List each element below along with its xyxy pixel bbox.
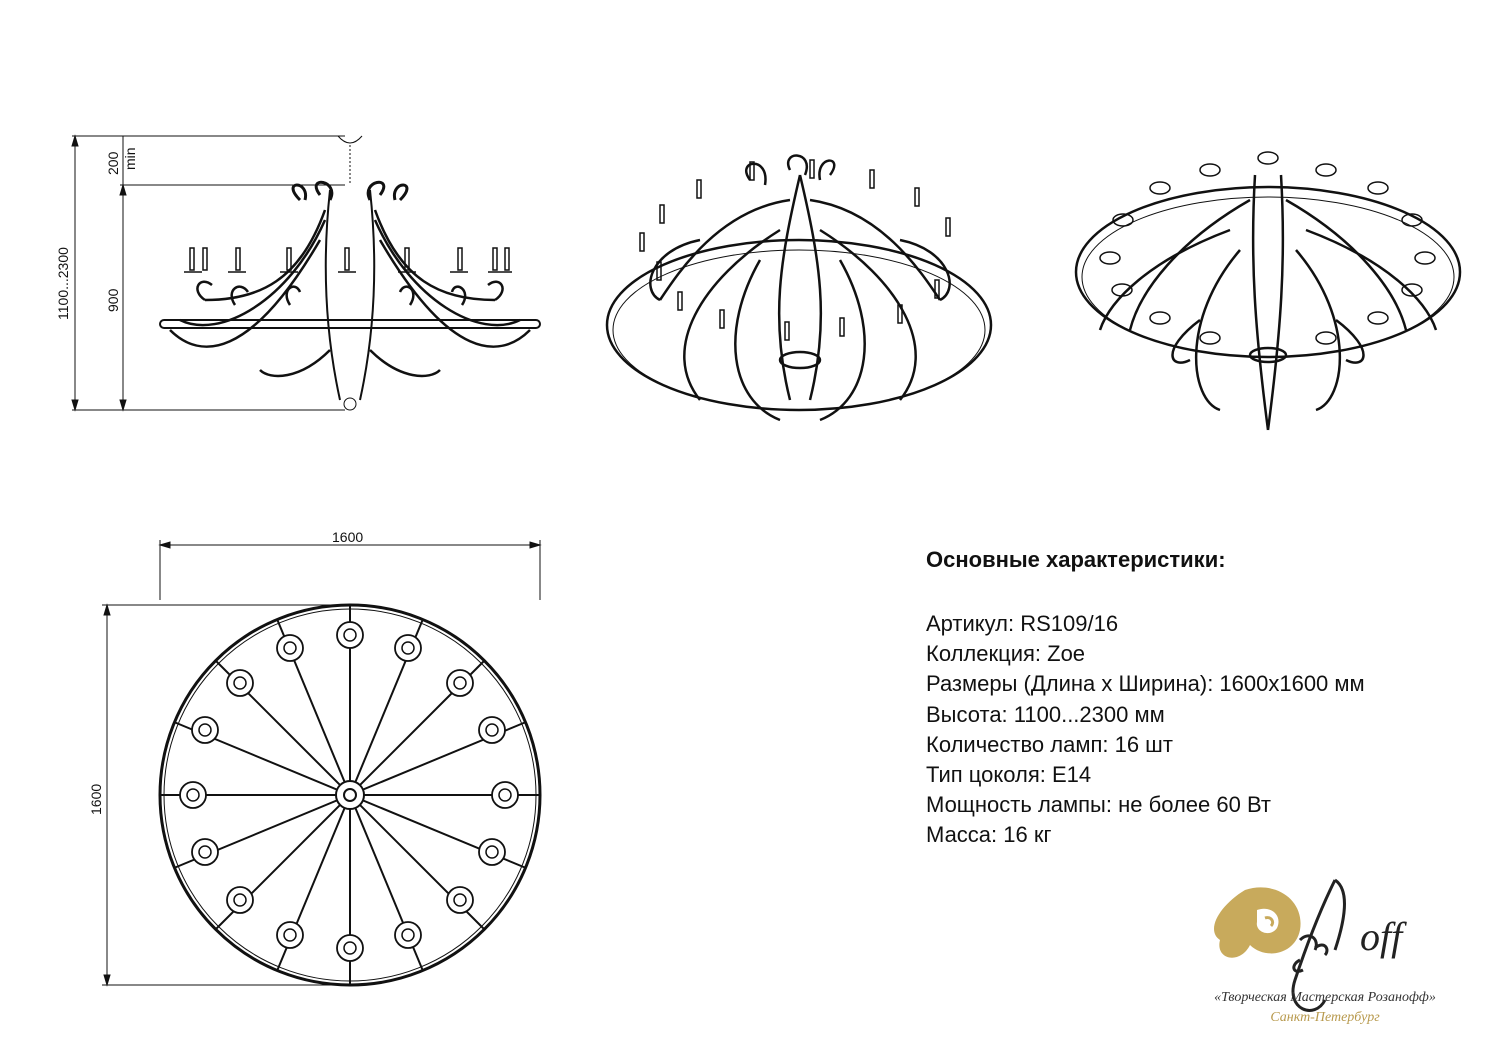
- spec-mass: Масса: 16 кг: [926, 822, 1052, 848]
- brand-city: Санкт-Петербург: [1270, 1010, 1380, 1025]
- top-depth-label: 1600: [88, 783, 104, 815]
- specs-panel: [926, 545, 1466, 851]
- spec-dimensions: Размеры (Длина х Ширина): 1600х1600 мм: [926, 671, 1365, 697]
- chain-height-label: 200: [105, 151, 121, 175]
- front-dim-labels: [55, 147, 138, 320]
- iso-view-2: [1076, 152, 1460, 430]
- spec-lamp-count: Количество ламп: 16 шт: [926, 731, 1173, 757]
- top-view: [102, 540, 540, 985]
- spec-collection: Коллекция: Zoe: [926, 641, 1086, 667]
- iso-view-1: [607, 156, 991, 420]
- total-height-label: 1100...2300: [55, 247, 71, 320]
- chain-min-label: min: [122, 147, 138, 170]
- spec-socket-type: Тип цоколя: E14: [926, 762, 1092, 788]
- specs-title: Основные характеристики:: [926, 547, 1226, 572]
- spec-article: Артикул: RS109/16: [926, 611, 1119, 636]
- spec-height: Высота: 1100...2300 мм: [926, 701, 1165, 727]
- logo-text: off: [1360, 914, 1403, 959]
- top-width-label: 1600: [332, 529, 364, 545]
- rose-icon: [1214, 887, 1301, 957]
- front-view: [72, 136, 540, 410]
- brand-name: «Творческая Мастерская Розанофф»: [1214, 990, 1436, 1005]
- brand-logo: [1185, 870, 1485, 1030]
- spec-lamp-power: Мощность лампы: не более 60 Вт: [926, 792, 1271, 818]
- body-height-label: 900: [105, 288, 121, 312]
